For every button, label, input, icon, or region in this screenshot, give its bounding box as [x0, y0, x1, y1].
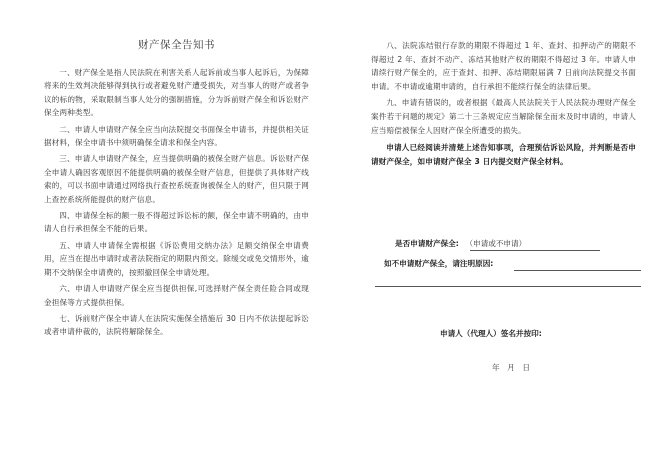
right-page	[325, 0, 650, 459]
document-title: 财产保全告知书	[138, 39, 215, 51]
notice-item-6: 六、申请人申请财产保全应当提供担保,可选择财产保全责任险合同或现金担保等方式提供担保。	[44, 284, 309, 307]
notice-item-1: 一、财产保全是指人民法院在利害关系人起诉前或当事人起诉后，为保障将来的生效判决能够得到执行或者避免财产遭受损失，对当事人的财产或者争议的标的物，采取限制当事人处分的强制措施，分为诉前财产保全和诉讼财产保全两种类型。	[44, 68, 309, 118]
date-label: 年 月 日	[492, 363, 530, 372]
reason-input-line[interactable]	[514, 270, 641, 271]
notice-item-5: 五、申请人申请保全需根据《诉讼费用交纳办法》足额交纳保全申请费用，应当在提出申请时或者法院指定的期限内预交。除缓交或免交情形外，逾期不交纳保全申请费的，按照撤回保全申请处理。	[44, 240, 309, 277]
notice-item-3: 三、申请人申请财产保全，应当提供明确的被保全财产信息。诉讼财产保全申请人确因客观原因不能提供明确的被保全财产信息，但提供了具体财产线索的，可以书面申请通过网络执行查控系统查询被保全人的财产，但只限于网上查控系统所能提供的财产信息。	[44, 154, 309, 204]
reason-label: 如不申请财产保全，请注明原因:	[384, 259, 494, 268]
notice-item-9: 九、申请有错误的，或者根据《最高人民法院关于人民法院办理财产保全案件若干问题的规定》第二十三条规定应当解除保全而未及时申请的，申请人应当赔偿被保全人因财产保全所遭受的损失。	[371, 98, 636, 135]
signature-label: 申请人（代理人）签名并按印:	[440, 329, 542, 338]
notice-item-2: 二、申请人申请财产保全应当向法院提交书面保全申请书，并提供相关证据材料，保全申请书中须明确保全请求和保全内容。	[44, 124, 309, 148]
apply-preservation-field	[395, 238, 526, 249]
apply-preservation-underline	[470, 250, 600, 251]
notice-item-4: 四、申请保全标的额一般不得超过诉讼标的额，保全申请不明确的，由申请人自行承担保全不能的后果。	[44, 211, 309, 234]
apply-preservation-label: 是否申请财产保全:	[395, 239, 459, 248]
applicant-declaration: 申请人已经阅读并清楚上述告知事项，合理预估诉讼风险，并判断是否申请财产保全，如申请财产保全 3 日内提交财产保全材料。	[371, 143, 636, 166]
reason-field	[384, 258, 493, 269]
apply-preservation-value[interactable]: （申请或不申请）	[465, 239, 527, 248]
notice-item-7: 七、诉前财产保全申请人在法院实施保全措施后 30 日内不依法提起诉讼或者申请仲裁的，法院将解除保全。	[44, 313, 309, 337]
reason-input-line-2[interactable]	[375, 286, 641, 287]
notice-item-8: 八、法院冻结银行存款的期限不得超过 1 年、查封、扣押动产的期限不得超过 2 年、查封不动产、冻结其他财产权的期限不得超过 3 年。申请人申请续行财产保全的，应于查封、扣押、冻结期限届满 7 日前向法院提交书面申请。不申请或逾期申请的，自行承担不能续行保全的法律后果。	[371, 41, 636, 91]
